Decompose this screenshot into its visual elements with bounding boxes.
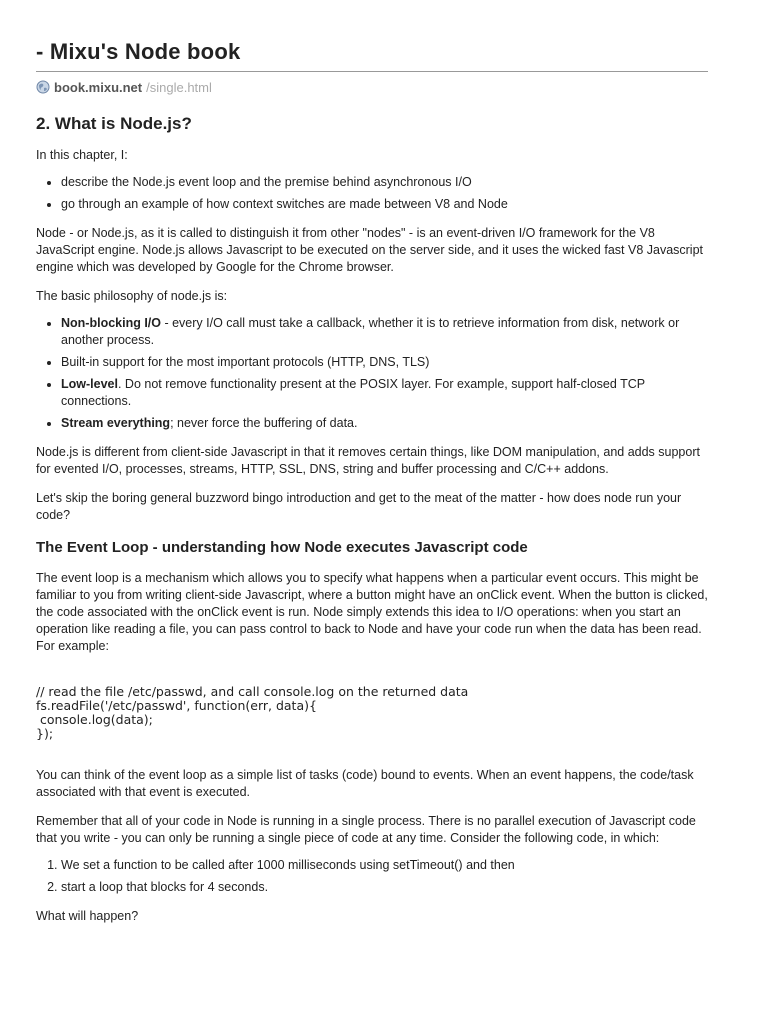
chapter-title: 2. What is Node.js? <box>36 114 192 133</box>
source-domain-link[interactable]: book.mixu.net <box>54 79 143 95</box>
paragraph-event-loop: The event loop is a mechanism which allows you to specify what happens when a particular event occurs. This might be familiar to you from writing client-side Javascript, where a button might have an onClick event. When the button is clicked, the code associated with the onClick event is run. Node simply extends this idea to I/O operations: when you start an operation like reading a file, you can pass control to back to Node and have your code run when the data has been read. For example: <box>36 571 708 653</box>
list-item: • describe the Node.js event loop and the premise behind asynchronous I/O <box>61 174 708 191</box>
list-item: 2. start a loop that blocks for 4 seconds. <box>61 879 708 896</box>
list-item: 1. We set a function to be called after 1000 milliseconds using setTimeout() and then <box>61 857 708 874</box>
list-item <box>61 376 708 410</box>
paragraph-node-intro: Node - or Node.js, as it is called to distinguish it from other "nodes" - is an event-driven I/O framework for the V8 JavaScript engine. Node.js allows Javascript to be executed on the server side, and it uses the wicked fast V8 Javascript engine which was developed by Google for the Chrome browser. <box>36 226 704 274</box>
paragraph-skip: Let's skip the boring general buzzword bingo introduction and get to the meat of the matter - how does node run your code? <box>36 491 682 522</box>
paragraph-philosophy: The basic philosophy of node.js is: <box>36 289 228 303</box>
list-item <box>61 354 708 371</box>
code-block: // read the file /etc/passwd, and call console.log on the returned data fs.readFile('/etc/passwd', function(err, data){ console.log(data); }); <box>36 684 469 741</box>
list-item-text: Built-in support for the most important protocols (HTTP, DNS, TLS) <box>61 355 430 369</box>
paragraph-task-list: You can think of the event loop as a simple list of tasks (code) bound to events. When an event happens, the code/task associated with that event is executed. <box>36 768 694 799</box>
list-item-text: . Do not remove functionality present at the POSIX layer. For example, support half-closed TCP connections. <box>61 377 645 408</box>
header-divider <box>36 71 708 72</box>
philosophy-list <box>36 315 708 432</box>
globe-icon <box>36 80 50 94</box>
chapter-intro: In this chapter, I: <box>36 148 128 162</box>
steps-list <box>36 857 708 896</box>
list-item-bold: Stream everything <box>61 416 171 430</box>
list-item <box>61 415 708 432</box>
list-item-bold: Low-level <box>61 377 118 391</box>
source-path-link[interactable]: /single.html <box>146 79 212 95</box>
chapter-goals-list <box>36 174 708 213</box>
section-title: The Event Loop - understanding how Node executes Javascript code <box>36 539 528 556</box>
list-item <box>61 315 708 349</box>
paragraph-question: What will happen? <box>36 909 139 923</box>
page <box>36 0 708 925</box>
paragraph-single-process: Remember that all of your code in Node is running in a single process. There is no parallel execution of Javascript code that you write - you can only be running a single piece of code at any time. Consider the following code, in which: <box>36 814 696 845</box>
list-item-text: - every I/O call must take a callback, whether it is to retrieve information from disk, network or another process. <box>61 316 680 347</box>
source-line <box>36 79 708 95</box>
site-title: - Mixu's Node book <box>36 39 241 64</box>
list-item: • go through an example of how context switches are made between V8 and Node <box>61 196 708 213</box>
list-item-text: ; never force the buffering of data. <box>170 416 358 430</box>
list-item-bold: Non-blocking I/O <box>61 316 161 330</box>
paragraph-differences: Node.js is different from client-side Javascript in that it removes certain things, like DOM manipulation, and adds support for evented I/O, processes, streams, HTTP, SSL, DNS, string and buffer processing and C/C++ addons. <box>36 445 700 476</box>
